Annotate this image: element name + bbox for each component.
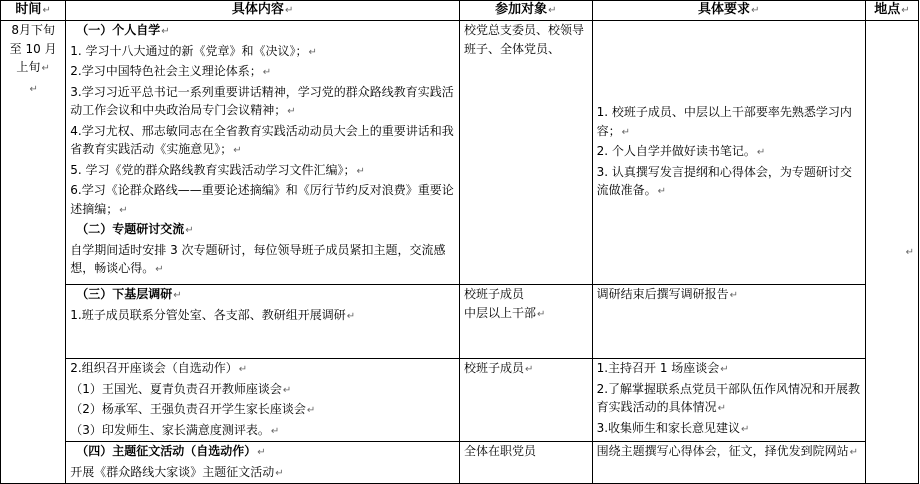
requirements-self-study-cell <box>592 21 865 285</box>
requirements-research-cell: 调研结束后撰写调研报告↵ <box>592 285 865 359</box>
study-item: 3.学习习近平总书记一系列重要讲话精神，学习党的群众路线教育实践活动工作会议和中央政治局专门会议精神；↵ <box>70 84 454 117</box>
time-line: 8月下旬 <box>11 23 55 37</box>
place-cell: ↵ <box>865 21 918 484</box>
content-research-cell <box>66 285 460 359</box>
seminar-text: 自学期间适时安排 3 次专题研讨，每位领导班子成员紧扣主题，交流感想，畅谈心得。↵ <box>70 242 446 275</box>
row-essay <box>1 442 919 484</box>
row-research <box>1 285 919 359</box>
forum-item: （3）印发师生、家长满意度测评表。↵ <box>70 422 280 437</box>
essay-text: 开展《群众路线大家谈》主题征文活动↵ <box>70 464 284 479</box>
participants-essay-cell: 全体在职党员 <box>459 442 592 484</box>
participants-self-study-cell: 校党总支委员、校领导班子、全体党员、 <box>459 21 592 285</box>
forum-item: （2）杨承军、王强负责召开学生家长座谈会↵ <box>70 402 316 416</box>
header-row <box>1 1 919 21</box>
requirement-item: 2.了解掌握联系点党员干部队伍作风情况和开展教育实践活动的具体情况↵ <box>596 381 861 414</box>
section-title: （四）主题征文活动（自选动作）↵ <box>76 444 266 458</box>
forum-item: （1）王国光、夏青负责召开教师座谈会↵ <box>70 381 292 396</box>
paragraph-mark: ↵ <box>29 83 38 95</box>
requirement-item: 1.主持召开 1 场座谈会↵ <box>596 361 729 375</box>
header-requirements: 具体要求↵ <box>592 1 865 21</box>
study-item: 2.学习中国特色社会主义理论体系；↵ <box>70 64 272 78</box>
row-forum <box>1 359 919 442</box>
research-text: 1.班子成员联系分管处室、各支部、教研组开展调研↵ <box>70 307 356 322</box>
header-time: 时间↵ <box>1 1 66 21</box>
study-item: 4.学习尤权、邢志敏同志在全省教育实践活动动员大会上的重要讲话和我省教育实践活动《实施意见》；↵ <box>70 123 454 156</box>
header-participants: 参加对象↵ <box>459 1 592 21</box>
requirements-essay-cell: 围绕主题撰写心得体会，征文，择优发到院网站↵ <box>592 442 865 484</box>
section-title: （一）个人自学↵ <box>76 23 170 37</box>
requirement-item: 2. 个人自学并做好读书笔记。↵ <box>596 144 766 159</box>
section-title: （三）下基层调研↵ <box>76 287 182 301</box>
section-title: （二）专题研讨交流↵ <box>76 222 194 236</box>
row-self-study <box>1 21 919 285</box>
content-forum-cell <box>66 359 460 442</box>
forum-item: 2.组织召开座谈会（自选动作）↵ <box>70 361 248 375</box>
requirement-item: 1. 校班子成员、中层以上干部要率先熟悉学习内容；↵ <box>596 105 852 138</box>
requirement-item: 3.收集师生和家长意见建议↵ <box>596 420 750 435</box>
content-essay-cell <box>66 442 460 484</box>
participants-research-cell: 校班子成员 中层以上干部↵ <box>459 285 592 359</box>
participants-forum-cell: 校班子成员↵ <box>459 359 592 442</box>
time-period-cell <box>1 21 66 484</box>
header-content: 具体内容↵ <box>66 1 460 21</box>
requirement-item: 3. 认真撰写发言提纲和心得体会，为专题研讨交流做准备。↵ <box>596 164 852 198</box>
requirements-forum-cell <box>592 359 865 442</box>
content-self-study-cell <box>66 21 460 285</box>
study-item: 6.学习《论群众路线——重要论述摘编》和《厉行节约反对浪费》重要论述摘编；↵ <box>70 183 454 216</box>
time-line: 上旬↵ <box>16 60 50 74</box>
time-line: 至 10 月 <box>9 41 57 56</box>
header-place: 地点↵ <box>865 1 918 21</box>
study-item: 1. 学习十八大通过的新《党章》和《决议》；↵ <box>70 43 317 58</box>
study-item: 5. 学习《党的群众路线教育实践活动学习文件汇编》；↵ <box>70 162 365 177</box>
